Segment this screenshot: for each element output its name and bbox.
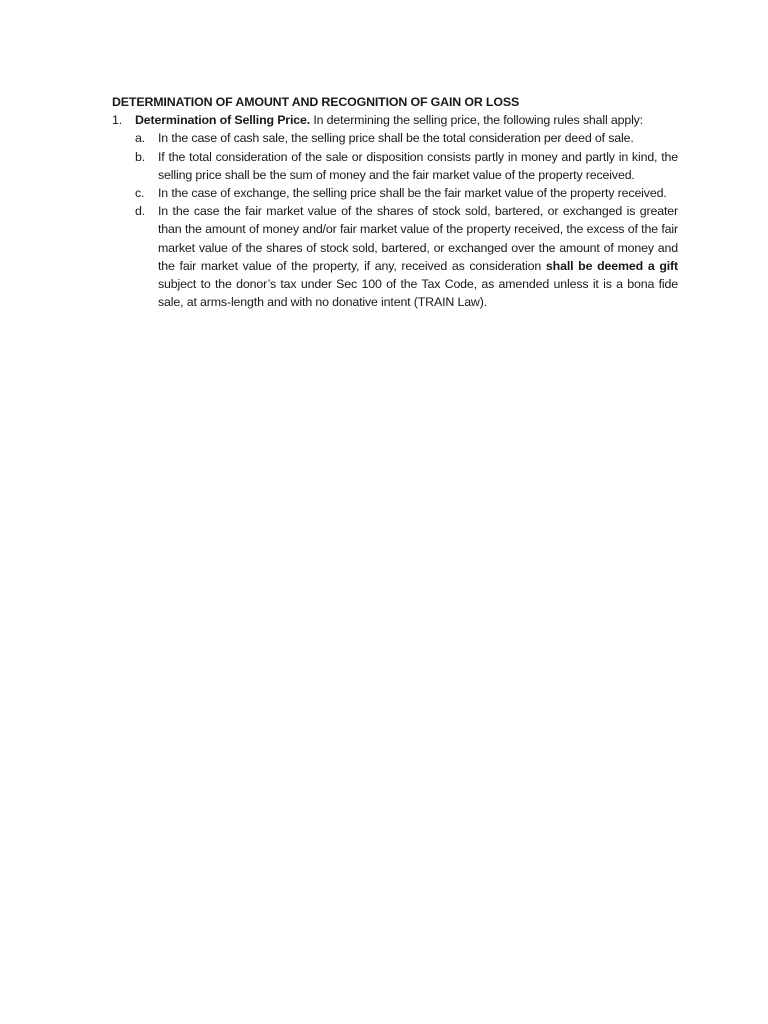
list-item-letter: a. xyxy=(135,131,146,146)
section-number: 1. xyxy=(112,113,123,128)
list-item-letter: d. xyxy=(135,204,146,219)
list-item-text-bold: shall be deemed a gift xyxy=(545,258,678,273)
section-heading-line xyxy=(135,111,678,129)
document-body xyxy=(112,93,678,311)
section-heading-punct: . xyxy=(306,113,311,128)
section-1 xyxy=(112,111,678,311)
list-item xyxy=(135,148,678,184)
document-title: DETERMINATION OF AMOUNT AND RECOGNITION OF GAIN OR LOSS xyxy=(112,95,520,109)
list-item-text: In the case of cash sale, the selling price shall be the total consideration per deed of sale. xyxy=(158,131,634,146)
list-item-text: If the total consideration of the sale or disposition consists partly in money and partly in kind, the selling price shall be the sum of money and the fair market value of the property received. xyxy=(158,149,678,182)
selling-price-rules-list xyxy=(135,129,678,311)
list-item xyxy=(135,202,678,311)
list-item xyxy=(135,129,678,147)
list-item-text xyxy=(158,204,678,309)
list-item xyxy=(135,184,678,202)
list-item-letter: c. xyxy=(135,186,145,201)
section-intro: In determining the selling price, the following rules shall apply: xyxy=(310,113,644,128)
list-item-text-before: In the case the fair market value of the shares of stock sold, bartered, or exchanged is greater than the amount of money and/or fair market value of the property received, the excess of the fair market value of the shares of stock sold, bartered, or exchanged over the amount of money and the fair market value of the property, if any, received as consideration xyxy=(158,204,678,273)
list-item-text: In the case of exchange, the selling price shall be the fair market value of the property received. xyxy=(158,186,667,201)
section-heading: Determination of Selling Price xyxy=(135,113,307,128)
list-item-text-after: subject to the donor’s tax under Sec 100 of the Tax Code, as amended unless it is a bona fide sale, at arms-length and with no donative intent (TRAIN Law). xyxy=(158,277,678,310)
list-item-letter: b. xyxy=(135,149,146,164)
